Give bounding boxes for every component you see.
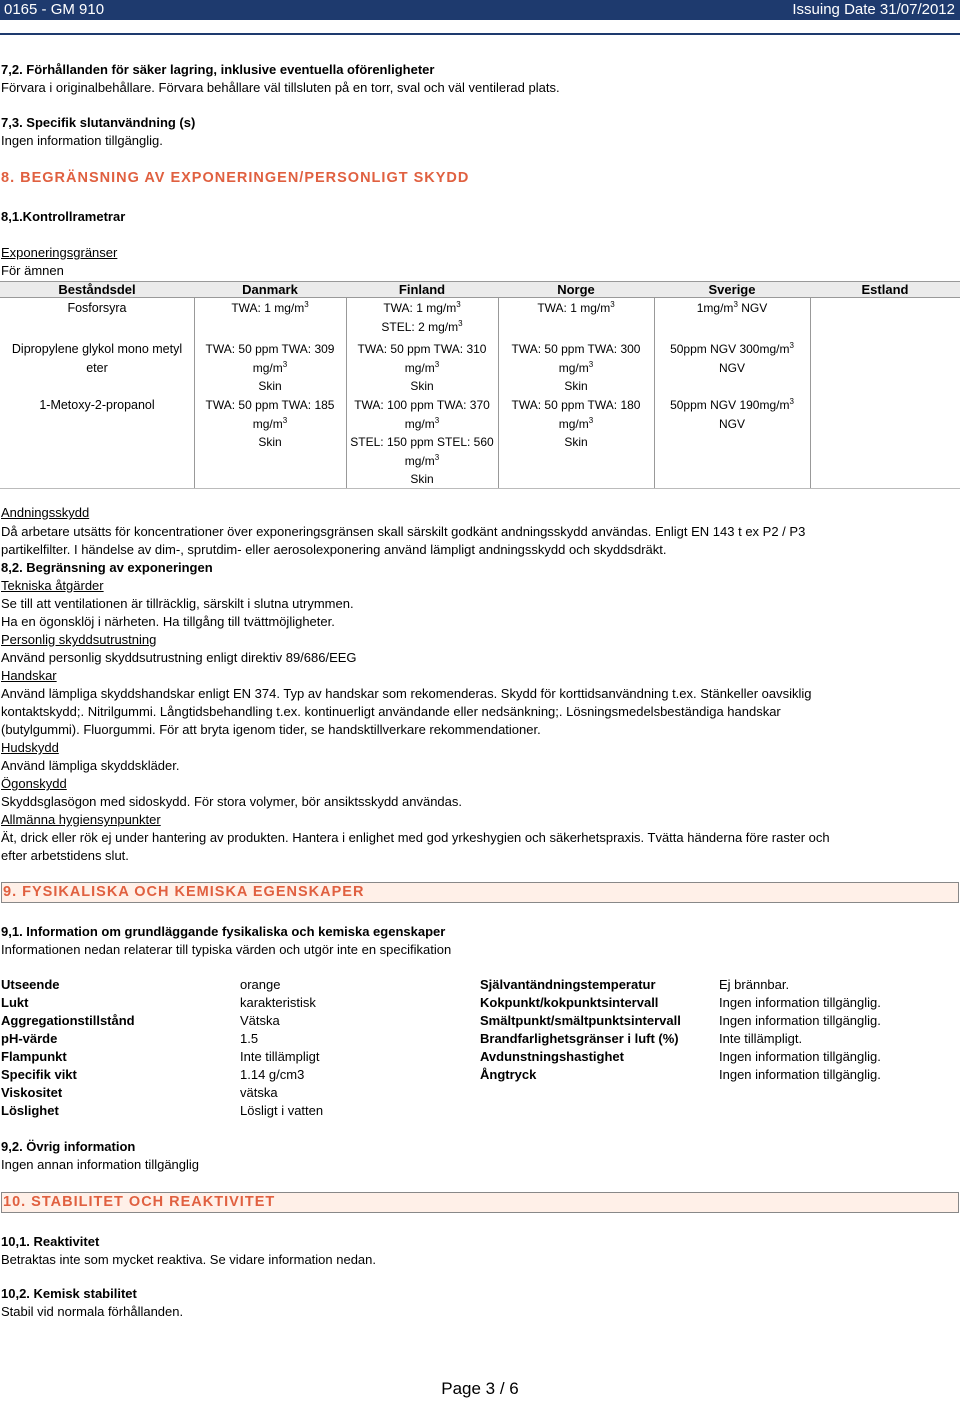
table-cell: Fosforsyra (67, 301, 127, 315)
table-cell: 50ppm NGV $190mg/m^3$ (670, 397, 794, 412)
gloves-text-3: (butylgummi). Fluorgummi. För att bryta igenom tider, se handsktillverkare rekommendationer. (1, 722, 541, 737)
section-10-1-title: 10,1. Reaktivitet (1, 1234, 100, 1249)
for-substances-label: För ämnen (1, 263, 64, 278)
property-value: Lösligt i vatten (240, 1103, 324, 1118)
table-cell: $mg/m^3$ (558, 415, 594, 431)
table-cell: TWA: 1 $mg/m^3$ (537, 300, 615, 315)
section-7-3-text: Ingen information tillgänglig. (1, 133, 163, 148)
property-value: Ingen information tillgänglig. (719, 1013, 881, 1028)
col-header-danmark: Danmark (242, 282, 298, 297)
table-cell: TWA: 50 ppm TWA: 185 (205, 398, 335, 412)
gloves-text-2: kontaktskydd;. Nitrilgummi. Långtidsbehandling t.ex. kontinuerligt användande eller nedsänkning;. Lösningsmedelsbeständiga handskar (1, 704, 781, 719)
table-cell: STEL: 150 ppm STEL: 560 (350, 435, 494, 449)
issue-date: Issuing Date 31/07/2012 (792, 1, 955, 18)
property-label: pH-värde (1, 1031, 58, 1046)
property-value: Ingen information tillgänglig. (719, 995, 881, 1010)
table-cell: $mg/m^3$ (404, 415, 440, 431)
property-label: Kokpunkt/kokpunktsintervall (480, 995, 659, 1010)
table-cell: NGV (718, 416, 745, 431)
property-label: Aggregationstillstånd (1, 1013, 135, 1028)
section-7-2-title: 7,2. Förhållanden för säker lagring, inklusive eventuella oförenligheter (1, 62, 435, 77)
table-cell: $mg/m^3$ (404, 359, 440, 375)
property-value: vätska (240, 1085, 278, 1100)
header-divider (0, 33, 960, 35)
section-8-1-title: 8,1.Kontrollrametrar (1, 209, 126, 224)
hygiene-text-1: Ät, drick eller rök ej under hantering av produkten. Hantera i enlighet med god yrkeshygien och säkerhetspraxis. Tvätta händerna före raster och (1, 830, 830, 845)
section-9-title: 9. FYSIKALISKA OCH KEMISKA EGENSKAPER (3, 884, 365, 900)
technical-measures-text-1: Se till att ventilationen är tillräcklig, särskilt i slutna utrymmen. (1, 596, 354, 611)
section-9-1-text: Informationen nedan relaterar till typiska värden och utgör inte en specifikation (1, 942, 452, 957)
property-value: 1.14 g/cm3 (240, 1067, 305, 1082)
property-label: Ångtryck (480, 1067, 537, 1082)
exposure-limits-heading: Exponeringsgränser (1, 245, 118, 260)
table-cell: TWA: 1 $mg/m^3$ (231, 300, 309, 315)
table-cell: $mg/m^3$ (558, 359, 594, 375)
section-10-1-text: Betraktas inte som mycket reaktiva. Se vidare information nedan. (1, 1252, 377, 1267)
property-value: Ej brännbar. (719, 977, 790, 992)
ppe-text: Använd personlig skyddsutrustning enligt direktiv 89/686/EEG (1, 650, 357, 665)
table-cell: TWA: 50 ppm TWA: 310 (357, 342, 487, 356)
document-id: 0165 - GM 910 (4, 1, 105, 18)
section-10-banner (1, 1192, 959, 1213)
table-cell: $1mg/m^3$ NGV (696, 300, 768, 315)
table-cell: TWA: 50 ppm TWA: 180 (511, 398, 641, 412)
property-value: Inte tillämpligt (240, 1049, 320, 1064)
section-8-2-title: 8,2. Begränsning av exponeringen (1, 560, 213, 575)
property-value: Vätska (240, 1013, 280, 1028)
property-label: Viskositet (1, 1085, 63, 1100)
table-cell: Dipropylene glykol mono metyl (11, 342, 183, 356)
property-label: Självantändningstemperatur (480, 977, 656, 992)
technical-measures-heading: Tekniska åtgärder (1, 578, 104, 593)
table-cell: Skin (564, 379, 588, 393)
col-header-norge: Norge (557, 282, 595, 297)
property-label: Löslighet (1, 1103, 59, 1118)
property-value: 1.5 (240, 1031, 259, 1046)
table-cell: TWA: 50 ppm TWA: 300 (511, 342, 641, 356)
table-cell: STEL: 2 $mg/m^3$ (381, 318, 463, 334)
skin-protection-text: Använd lämpliga skyddskläder. (1, 758, 180, 773)
col-header-finland: Finland (398, 282, 446, 297)
skin-protection-heading: Hudskydd (1, 740, 59, 755)
table-cell: TWA: 1 $mg/m^3$ (383, 300, 461, 315)
section-9-1-title: 9,1. Information om grundläggande fysikaliska och kemiska egenskaper (1, 924, 446, 939)
table-cell: eter (86, 360, 108, 375)
respiratory-protection-text-1: Då arbetare utsätts för koncentrationer över exponeringsgränsen skall särskilt godkänt andningsskydd användas. Enligt EN 143 t ex P2 / P3 (1, 524, 806, 539)
col-header-bestandsdel: Beståndsdel (58, 282, 136, 297)
section-10-2-text: Stabil vid normala förhållanden. (1, 1304, 184, 1319)
eye-protection-text: Skyddsglasögon med sidoskydd. För stora volymer, bör ansiktsskydd användas. (1, 794, 463, 809)
section-8-title: 8. BEGRÄNSNING AV EXPONERINGEN/PERSONLIGT SKYDD (1, 170, 470, 186)
property-label: Avdunstningshastighet (480, 1049, 624, 1064)
respiratory-protection-text-2: partikelfilter. I händelse av dim-, sprutdim- eller aerosolexponering använd lämpligt andningsskydd och skyddsdräkt. (1, 542, 667, 557)
section-10-title: 10. STABILITET OCH REAKTIVITET (3, 1194, 276, 1210)
property-value: Inte tillämpligt. (719, 1031, 803, 1046)
column-divider (810, 298, 811, 488)
property-label: Brandfarlighetsgränser i luft (%) (480, 1031, 679, 1046)
property-value: Ingen information tillgänglig. (719, 1067, 881, 1082)
table-cell: TWA: 100 ppm TWA: 370 (354, 398, 490, 412)
ppe-heading: Personlig skyddsutrustning (1, 632, 157, 647)
property-value: karakteristisk (240, 995, 316, 1010)
section-7-3-title: 7,3. Specifik slutanvändning (s) (1, 115, 196, 130)
property-label: Flampunkt (1, 1049, 67, 1064)
table-bottom-border (0, 488, 960, 489)
table-cell: Skin (410, 472, 434, 486)
property-label: Utseende (1, 977, 60, 992)
section-9-2-title: 9,2. Övrig information (1, 1139, 136, 1154)
table-cell: Skin (564, 435, 588, 449)
table-cell: 50ppm NGV $300mg/m^3$ (670, 341, 794, 356)
eye-protection-heading: Ögonskydd (1, 776, 67, 791)
property-value: Ingen information tillgänglig. (719, 1049, 881, 1064)
property-label: Smältpunkt/smältpunktsintervall (480, 1013, 681, 1028)
gloves-text-1: Använd lämpliga skyddshandskar enligt EN 374. Typ av handskar som rekomenderas. Skydd för korttidsanvändning t.ex. Stänkeller oavsiklig (1, 686, 812, 701)
section-7-2-text: Förvara i originalbehållare. Förvara behållare väl tillsluten på en torr, sval och väl ventilerad plats. (1, 80, 560, 95)
document-header-bar (0, 0, 960, 20)
hygiene-text-2: efter arbetstidens slut. (1, 848, 129, 863)
section-9-2-text: Ingen annan information tillgänglig (1, 1157, 200, 1172)
technical-measures-text-2: Ha en ögonsklöj i närheten. Ha tillgång till tvättmöjligheter. (1, 614, 335, 629)
hygiene-heading: Allmänna hygiensynpunkter (1, 812, 161, 827)
table-cell: TWA: 50 ppm TWA: 309 (205, 342, 335, 356)
gloves-heading: Handskar (1, 668, 57, 683)
property-value: orange (240, 977, 281, 992)
column-divider (654, 298, 655, 488)
table-cell: NGV (718, 360, 745, 375)
table-cell: $mg/m^3$ (252, 359, 288, 375)
col-header-estland: Estland (861, 282, 909, 297)
property-label: Lukt (1, 995, 29, 1010)
table-cell: Skin (258, 379, 282, 393)
section-10-2-title: 10,2. Kemisk stabilitet (1, 1286, 137, 1301)
property-label: Specifik vikt (1, 1067, 77, 1082)
table-cell: $mg/m^3$ (404, 452, 440, 468)
respiratory-protection-heading: Andningsskydd (1, 505, 90, 520)
page-number: Page 3 / 6 (441, 1379, 519, 1398)
section-9-banner (1, 882, 959, 903)
table-cell: Skin (410, 379, 434, 393)
col-header-sverige: Sverige (708, 282, 756, 297)
table-cell: Skin (258, 435, 282, 449)
table-cell: $mg/m^3$ (252, 415, 288, 431)
table-cell: 1-Metoxy-2-propanol (39, 398, 155, 412)
